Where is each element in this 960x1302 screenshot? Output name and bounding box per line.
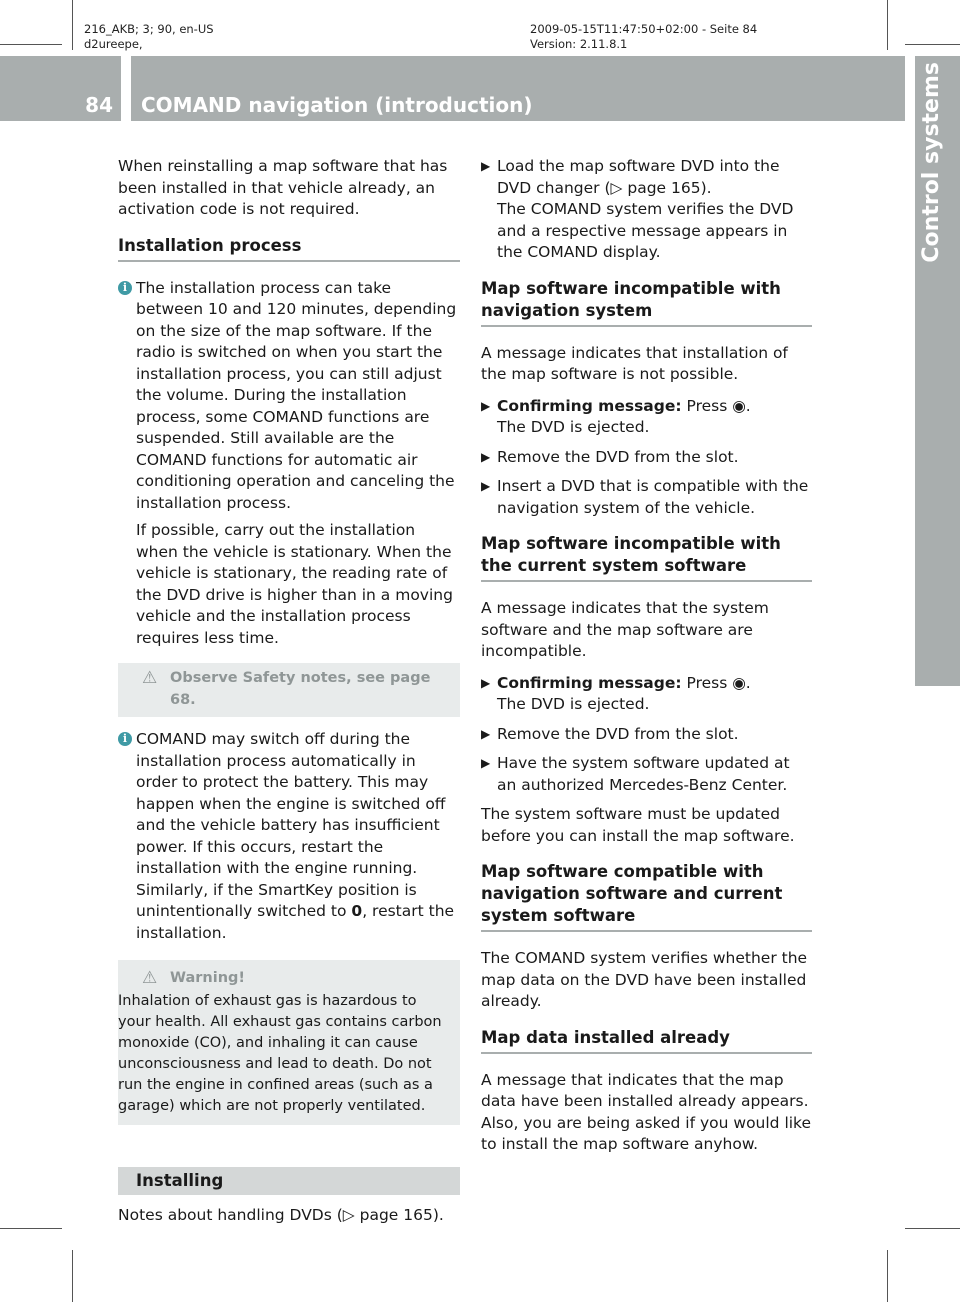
print-meta-right [530, 22, 757, 52]
warning-triangle-icon: ⚠ [142, 668, 158, 688]
info-note-text: If possible, carry out the installation when the vehicle is stationary. When the vehicle is stationary, the reading rate of the DVD drive is higher than in a moving vehicle and the installation process requires less time. [136, 521, 453, 647]
step-load-dvd [481, 156, 812, 264]
page-title-bar [131, 56, 905, 121]
warning-box [118, 960, 460, 1125]
section-heading-installed-already: Map data installed already [481, 1027, 812, 1054]
side-tab-label: Control systems [919, 62, 944, 263]
side-tab [915, 56, 960, 686]
info-note [118, 729, 460, 944]
paragraph: The COMAND system verifies whether the map data on the DVD have been installed already. [481, 949, 808, 1010]
installing-text: Notes about handling DVDs (▷ page 165). [118, 1205, 444, 1224]
section-heading-installing: Installing [118, 1167, 460, 1195]
step-confirm [481, 396, 812, 439]
step-confirm [481, 673, 812, 716]
right-column [481, 156, 812, 1166]
step-arrow-icon: ▶ [481, 159, 491, 173]
step-remove [481, 724, 812, 746]
step-update [481, 753, 812, 796]
paragraph: The system software must be updated before you can install the map software. [481, 805, 795, 845]
paragraph: A message that indicates that the map data have been installed already appears. Also, you are being asked if you would like to install the map software anyhow. [481, 1070, 812, 1153]
step-arrow-icon: ▶ [481, 675, 491, 690]
step-remove [481, 447, 812, 469]
step-result: The DVD is ejected. [497, 695, 650, 713]
step-result: The DVD is ejected. [497, 418, 650, 436]
print-meta-left [84, 22, 214, 52]
step-arrow-icon: ▶ [481, 726, 491, 741]
step-text: Remove the DVD from the slot. [497, 724, 739, 743]
left-column [118, 156, 460, 1236]
info-note-text [136, 729, 460, 944]
step-arrow-icon: ▶ [481, 756, 491, 770]
info-text-part: , restart the installation. [136, 902, 455, 942]
paragraph: A message indicates that the system software and the map software are incompatible. [481, 599, 769, 660]
step-label: Confirming message: [497, 673, 682, 692]
step-text: Have the system software updated at an authorized Mercedes-Benz Center. [497, 754, 790, 794]
section-heading-incompatible-system: Map software incompatible with the current system software [481, 533, 812, 582]
info-text-part: COMAND may switch off during the installation process automatically in order to protect the battery. This may happen when the engine is switched off and the vehicle battery has insufficient power. If this occurs, restart the installation with the engine running. Similarly, if the SmartKey position is unintentionally switched to [136, 730, 446, 920]
warning-header [118, 968, 452, 989]
page-number: 84 [85, 93, 113, 117]
crop-mark [905, 44, 960, 45]
info-note-text: The installation process can take between 10 and 120 minutes, depending on the size of the map software. If the radio is switched on when you start the installation process, you can still adjust the volume. During the installation process, some COMAND functions are suspended. Still available are the COMAND functions for automatic air conditioning operation and canceling the installation process. [136, 278, 457, 512]
crop-mark [72, 0, 73, 50]
meta-right-line2: Version: 2.11.8.1 [530, 37, 628, 51]
crop-mark [887, 1250, 888, 1302]
safety-note-text: Observe Safety notes, see page 68. [170, 670, 431, 708]
crop-mark [905, 1228, 960, 1229]
safety-note [118, 663, 460, 717]
section-heading-incompatible-nav: Map software incompatible with navigation system [481, 278, 812, 327]
step-text: Insert a DVD that is compatible with the navigation system of the vehicle. [497, 477, 809, 517]
crop-mark [0, 44, 62, 45]
info-icon: i [118, 281, 132, 295]
info-icon: i [118, 732, 132, 746]
page-number-bar [0, 56, 121, 121]
step-label: Confirming message: [497, 396, 682, 415]
meta-left-line1: 216_AKB; 3; 90, en-US [84, 22, 214, 36]
info-note [118, 278, 460, 650]
crop-mark [0, 1228, 62, 1229]
step-text: Remove the DVD from the slot. [497, 447, 739, 466]
step-result: The COMAND system verifies the DVD and a respective message appears in the COMAND display. [497, 200, 794, 261]
paragraph: A message indicates that installation of the map software is not possible. [481, 343, 788, 383]
meta-left-line2: d2ureepe, [84, 37, 143, 51]
smartkey-position: 0 [351, 902, 363, 920]
step-arrow-icon: ▶ [481, 398, 491, 413]
section-heading-installation-process: Installation process [118, 235, 460, 262]
section-heading-compatible: Map software compatible with navigation software and current system software [481, 861, 812, 932]
step-arrow-icon: ▶ [481, 449, 491, 464]
step-text: Load the map software DVD into the DVD changer (▷ page 165). [497, 157, 780, 197]
step-arrow-icon: ▶ [481, 479, 491, 493]
step-insert [481, 476, 812, 519]
crop-mark [887, 0, 888, 50]
crop-mark [72, 1250, 73, 1302]
meta-right-line1: 2009-05-15T11:47:50+02:00 - Seite 84 [530, 22, 758, 36]
page-title: COMAND navigation (introduction) [141, 93, 533, 117]
step-text: Press ◉. [681, 673, 751, 692]
warning-triangle-icon: ⚠ [142, 968, 158, 988]
warning-body: Inhalation of exhaust gas is hazardous to your health. All exhaust gas contains carbon monoxide (CO), and inhaling it can cause unconsciousness and lead to death. Do not run the engine in confined areas (such as a garage) which are not properly ventilated. [118, 993, 442, 1114]
warning-title: Warning! [170, 970, 246, 986]
intro-paragraph: When reinstalling a map software that has been installed in that vehicle already, an activation code is not required. [118, 157, 448, 218]
step-text: Press ◉. [681, 396, 751, 415]
